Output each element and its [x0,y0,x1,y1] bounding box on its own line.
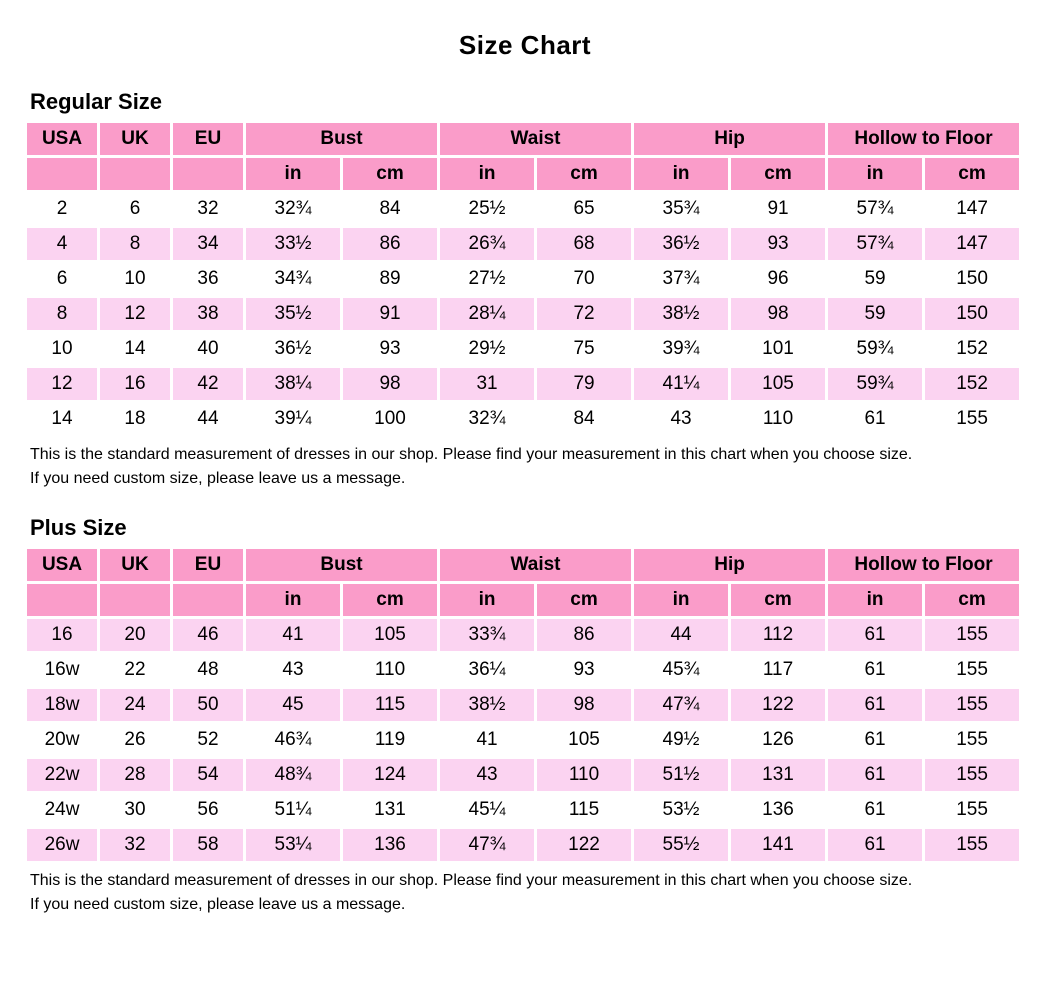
size-cell: 33¾ [440,619,534,651]
size-cell: 105 [537,724,631,756]
size-cell: 84 [537,403,631,435]
table-row [27,228,1019,260]
size-cell: 30 [100,794,170,826]
size-cell: 42 [173,368,243,400]
size-cell: 122 [731,689,825,721]
size-cell: 31 [440,368,534,400]
size-cell: 39¼ [246,403,340,435]
section-title-plus: Plus Size [30,515,127,540]
note-regular-line1: This is the standard measurement of dresses in our shop. Please find your measurement in this chart when you choose size. [30,446,913,463]
size-cell: 43 [634,403,728,435]
size-cell: 152 [925,333,1019,365]
size-cell: 131 [731,759,825,791]
size-cell: 122 [537,829,631,861]
unit-header-in: in [246,158,340,190]
size-cell: 155 [925,829,1019,861]
size-cell: 16w [27,654,97,686]
column-header-waist: Waist [440,123,631,155]
size-cell: 53½ [634,794,728,826]
size-cell: 93 [343,333,437,365]
size-cell: 45¼ [440,794,534,826]
column-header-usa: USA [27,549,97,581]
column-header-uk: UK [100,123,170,155]
size-cell: 18w [27,689,97,721]
size-cell: 40 [173,333,243,365]
size-cell: 35¾ [634,193,728,225]
size-cell: 98 [731,298,825,330]
unit-header-in: in [634,158,728,190]
size-cell: 110 [537,759,631,791]
size-cell: 2 [27,193,97,225]
size-cell: 43 [246,654,340,686]
size-cell: 38½ [440,689,534,721]
size-cell: 55½ [634,829,728,861]
size-cell: 98 [343,368,437,400]
column-header-bust: Bust [246,123,437,155]
size-cell: 155 [925,654,1019,686]
size-cell: 10 [100,263,170,295]
size-cell: 36½ [634,228,728,260]
size-cell: 36¼ [440,654,534,686]
size-cell: 72 [537,298,631,330]
size-cell: 75 [537,333,631,365]
size-cell: 147 [925,193,1019,225]
size-cell: 41¼ [634,368,728,400]
page-title: Size Chart [458,30,592,60]
size-cell: 36 [173,263,243,295]
size-cell: 155 [925,724,1019,756]
size-cell: 41 [246,619,340,651]
table-row [27,263,1019,295]
size-cell: 38½ [634,298,728,330]
size-cell: 44 [173,403,243,435]
size-cell: 32 [173,193,243,225]
size-cell: 61 [828,759,922,791]
unit-header-cm: cm [537,158,631,190]
column-header-hip: Hip [634,123,825,155]
size-cell: 16 [100,368,170,400]
size-cell: 38 [173,298,243,330]
regular-size-section [0,89,1050,489]
size-cell: 155 [925,759,1019,791]
unit-header-cm: cm [731,158,825,190]
size-cell: 41 [440,724,534,756]
size-cell: 112 [731,619,825,651]
size-cell: 61 [828,403,922,435]
size-cell: 101 [731,333,825,365]
note-regular-line2: If you need custom size, please leave us a message. [30,470,406,487]
size-cell: 68 [537,228,631,260]
column-header-usa: USA [27,123,97,155]
size-cell: 22w [27,759,97,791]
size-cell: 12 [100,298,170,330]
size-cell: 16 [27,619,97,651]
size-cell: 155 [925,689,1019,721]
size-cell: 28 [100,759,170,791]
table-header-row [27,549,1019,581]
size-cell: 26¾ [440,228,534,260]
size-cell: 115 [343,689,437,721]
table-row [27,619,1019,651]
size-cell: 119 [343,724,437,756]
size-cell: 126 [731,724,825,756]
column-header-bust: Bust [246,549,437,581]
size-cell: 4 [27,228,97,260]
size-cell: 43 [440,759,534,791]
size-cell: 61 [828,654,922,686]
table-row [27,724,1019,756]
regular-size-table [24,120,1022,438]
unit-header-empty [100,158,170,190]
size-cell: 105 [343,619,437,651]
size-cell: 115 [537,794,631,826]
size-cell: 10 [27,333,97,365]
table-row [27,654,1019,686]
size-cell: 32¾ [246,193,340,225]
size-cell: 38¼ [246,368,340,400]
size-cell: 46¾ [246,724,340,756]
size-cell: 47¾ [634,689,728,721]
size-cell: 57¾ [828,193,922,225]
unit-header-cm: cm [537,584,631,616]
size-cell: 32 [100,829,170,861]
size-cell: 25½ [440,193,534,225]
unit-header-cm: cm [925,584,1019,616]
size-cell: 33½ [246,228,340,260]
unit-header-empty [27,584,97,616]
unit-header-in: in [246,584,340,616]
size-cell: 27½ [440,263,534,295]
size-cell: 26w [27,829,97,861]
size-cell: 124 [343,759,437,791]
size-cell: 44 [634,619,728,651]
size-cell: 91 [343,298,437,330]
table-row [27,368,1019,400]
size-cell: 59 [828,263,922,295]
size-cell: 34¾ [246,263,340,295]
unit-header-empty [173,584,243,616]
size-cell: 45¾ [634,654,728,686]
size-cell: 93 [537,654,631,686]
column-header-hollow-to-floor: Hollow to Floor [828,549,1019,581]
size-cell: 32¾ [440,403,534,435]
plus-size-table [24,546,1022,864]
table-row [27,829,1019,861]
size-cell: 12 [27,368,97,400]
unit-header-empty [27,158,97,190]
size-cell: 61 [828,724,922,756]
unit-header-empty [100,584,170,616]
size-cell: 136 [731,794,825,826]
size-cell: 152 [925,368,1019,400]
plus-size-section [0,515,1050,915]
size-cell: 79 [537,368,631,400]
size-cell: 14 [27,403,97,435]
unit-header-in: in [634,584,728,616]
size-cell: 24 [100,689,170,721]
unit-header-in: in [440,584,534,616]
table-row [27,333,1019,365]
size-cell: 52 [173,724,243,756]
size-cell: 91 [731,193,825,225]
column-header-eu: EU [173,123,243,155]
table-header-row [27,123,1019,155]
table-row [27,193,1019,225]
size-cell: 86 [537,619,631,651]
size-cell: 29½ [440,333,534,365]
table-row [27,403,1019,435]
size-cell: 155 [925,619,1019,651]
size-cell: 147 [925,228,1019,260]
table-row [27,794,1019,826]
size-cell: 131 [343,794,437,826]
column-header-eu: EU [173,549,243,581]
size-cell: 14 [100,333,170,365]
size-cell: 59¾ [828,333,922,365]
size-cell: 61 [828,619,922,651]
size-cell: 39¾ [634,333,728,365]
size-cell: 61 [828,689,922,721]
unit-header-row [27,584,1019,616]
column-header-hip: Hip [634,549,825,581]
size-cell: 54 [173,759,243,791]
size-cell: 57¾ [828,228,922,260]
size-cell: 84 [343,193,437,225]
size-cell: 53¼ [246,829,340,861]
size-cell: 117 [731,654,825,686]
size-cell: 35½ [246,298,340,330]
size-cell: 22 [100,654,170,686]
size-cell: 51½ [634,759,728,791]
size-cell: 96 [731,263,825,295]
size-cell: 50 [173,689,243,721]
size-cell: 141 [731,829,825,861]
size-cell: 51¼ [246,794,340,826]
size-cell: 48¾ [246,759,340,791]
size-cell: 48 [173,654,243,686]
size-cell: 70 [537,263,631,295]
size-cell: 93 [731,228,825,260]
size-cell: 20w [27,724,97,756]
size-cell: 46 [173,619,243,651]
size-cell: 36½ [246,333,340,365]
size-cell: 47¾ [440,829,534,861]
size-cell: 136 [343,829,437,861]
size-cell: 24w [27,794,97,826]
size-cell: 86 [343,228,437,260]
size-cell: 110 [731,403,825,435]
unit-header-cm: cm [731,584,825,616]
table-row [27,689,1019,721]
note-plus-line1: This is the standard measurement of dresses in our shop. Please find your measurement in this chart when you choose size. [30,872,913,889]
unit-header-cm: cm [343,158,437,190]
size-cell: 61 [828,794,922,826]
size-cell: 8 [100,228,170,260]
size-cell: 150 [925,298,1019,330]
size-cell: 37¾ [634,263,728,295]
size-cell: 49½ [634,724,728,756]
size-cell: 65 [537,193,631,225]
unit-header-row [27,158,1019,190]
size-cell: 26 [100,724,170,756]
size-cell: 98 [537,689,631,721]
note-plus-line2: If you need custom size, please leave us a message. [30,896,406,913]
size-cell: 20 [100,619,170,651]
size-cell: 105 [731,368,825,400]
size-cell: 100 [343,403,437,435]
size-cell: 45 [246,689,340,721]
unit-header-cm: cm [925,158,1019,190]
section-title-regular: Regular Size [30,89,163,114]
size-cell: 28¼ [440,298,534,330]
table-row [27,759,1019,791]
size-cell: 59 [828,298,922,330]
unit-header-in: in [828,584,922,616]
column-header-waist: Waist [440,549,631,581]
size-cell: 59¾ [828,368,922,400]
unit-header-cm: cm [343,584,437,616]
column-header-uk: UK [100,549,170,581]
unit-header-empty [173,158,243,190]
size-cell: 18 [100,403,170,435]
size-cell: 155 [925,794,1019,826]
size-cell: 89 [343,263,437,295]
size-cell: 155 [925,403,1019,435]
size-cell: 8 [27,298,97,330]
size-cell: 6 [27,263,97,295]
size-cell: 34 [173,228,243,260]
size-cell: 61 [828,829,922,861]
table-row [27,298,1019,330]
column-header-hollow-to-floor: Hollow to Floor [828,123,1019,155]
size-cell: 150 [925,263,1019,295]
size-cell: 56 [173,794,243,826]
size-cell: 110 [343,654,437,686]
size-cell: 58 [173,829,243,861]
unit-header-in: in [828,158,922,190]
size-cell: 6 [100,193,170,225]
unit-header-in: in [440,158,534,190]
